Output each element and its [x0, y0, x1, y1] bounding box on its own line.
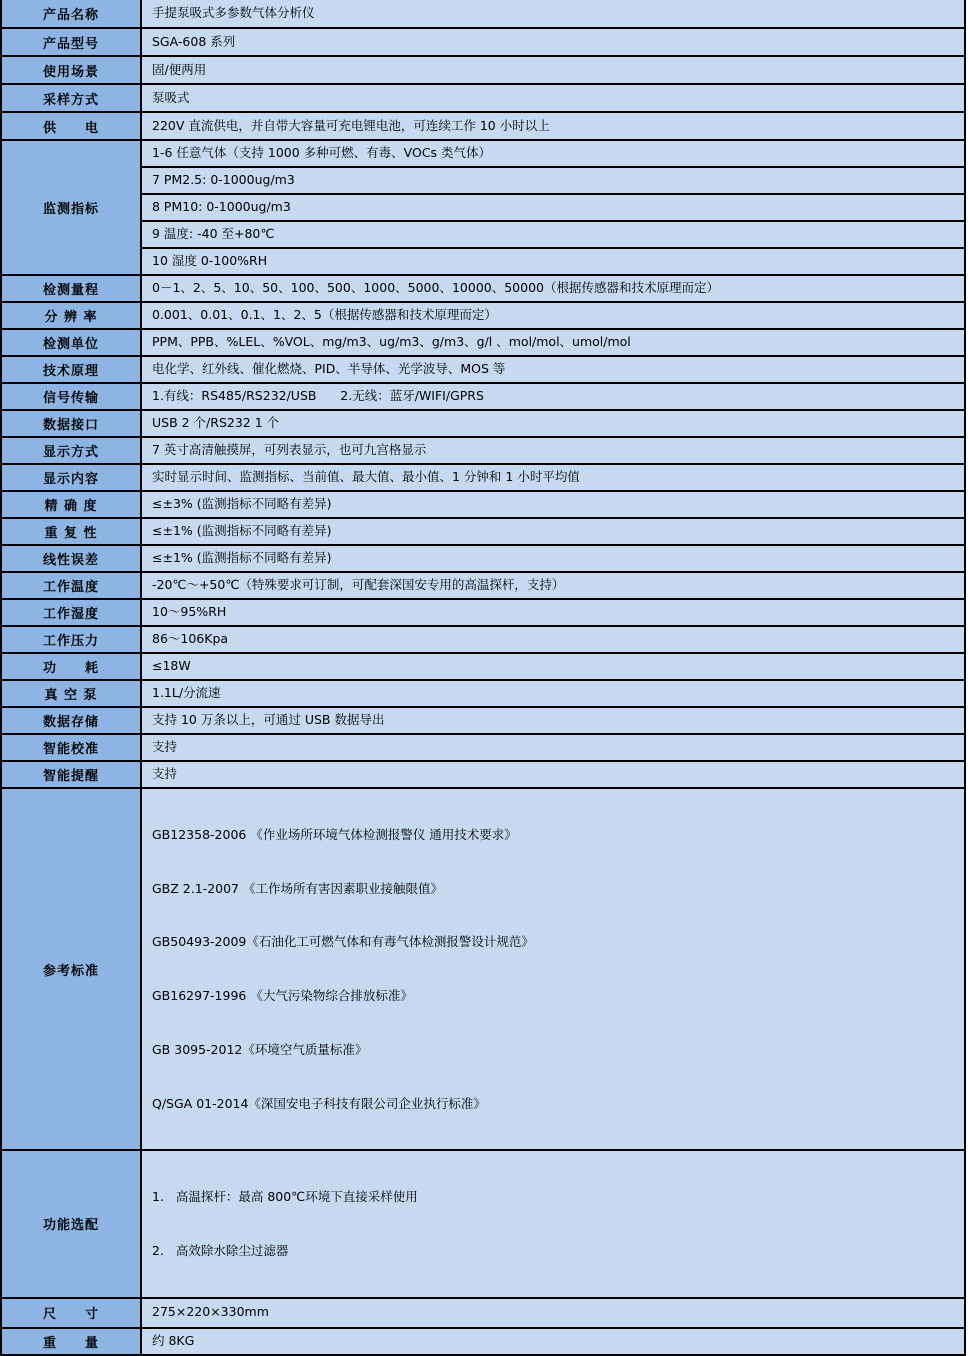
spec-row-monitoring-indicator-2 — [1, 167, 965, 194]
row-value-working-humidity: 10～95%RH — [141, 599, 965, 626]
spec-row-resolution — [1, 302, 965, 329]
row-value-detection-unit: PPM、PPB、%LEL、%VOL、mg/m3、ug/m3、g/m3、g/l 、mol/mol、umol/mol — [141, 329, 965, 356]
row-value-vacuum-pump: 1.1L/分流速 — [141, 680, 965, 707]
row-value-repeatability: ≤±1% (监测指标不同略有差异) — [141, 518, 965, 545]
row-label-vacuum-pump: 真 空 泵 — [1, 680, 141, 707]
spec-row-display-content — [1, 464, 965, 491]
spec-row-technical-principle — [1, 356, 965, 383]
spec-row-usage-scenario — [1, 56, 965, 84]
row-label-dimensions: 尺 寸 — [1, 1298, 141, 1328]
row-value-working-pressure: 86～106Kpa — [141, 626, 965, 653]
optional-function-line: 1. 高温探杆：最高 800℃环境下直接采样使用 — [152, 1189, 418, 1204]
row-value-display-content: 实时显示时间、监测指标、当前值、最大值、最小值、1 分钟和 1 小时平均值 — [141, 464, 965, 491]
spec-row-data-interface — [1, 410, 965, 437]
row-value-monitoring-indicator-2: 7 PM2.5: 0-1000ug/m3 — [141, 167, 965, 194]
row-value-power-consumption: ≤18W — [141, 653, 965, 680]
row-label-linearity-error: 线性误差 — [1, 545, 141, 572]
row-value-linearity-error: ≤±1% (监测指标不同略有差异) — [141, 545, 965, 572]
row-value-smart-reminder: 支持 — [141, 761, 965, 788]
spec-row-monitoring-indicator-5 — [1, 248, 965, 275]
row-label-power-consumption: 功 耗 — [1, 653, 141, 680]
spec-row-optional-functions — [1, 1150, 965, 1297]
row-label-working-temperature: 工作温度 — [1, 572, 141, 599]
row-value-product-model: SGA-608 系列 — [141, 28, 965, 56]
row-label-reference-standards: 参考标准 — [1, 788, 141, 1150]
spec-row-reference-standards — [1, 788, 965, 1150]
spec-row-dimensions — [1, 1298, 965, 1328]
spec-row-linearity-error — [1, 545, 965, 572]
row-label-optional-functions: 功能选配 — [1, 1150, 141, 1297]
row-label-accuracy: 精 确 度 — [1, 491, 141, 518]
row-value-optional-functions — [141, 1150, 965, 1297]
row-value-sampling-method: 泵吸式 — [141, 84, 965, 112]
row-value-smart-calibration: 支持 — [141, 734, 965, 761]
row-label-smart-reminder: 智能提醒 — [1, 761, 141, 788]
row-value-working-temperature: -20℃～+50℃（特殊要求可订制，可配套深国安专用的高温探杆，支持） — [141, 572, 965, 599]
row-label-sampling-method: 采样方式 — [1, 84, 141, 112]
spec-row-working-temperature — [1, 572, 965, 599]
row-value-monitoring-indicator-4: 9 温度: -40 至+80℃ — [141, 221, 965, 248]
row-label-monitoring-indicators: 监测指标 — [1, 140, 141, 275]
reference-standard-line: Q/SGA 01-2014《深国安电子科技有限公司企业执行标准》 — [152, 1095, 486, 1111]
spec-row-smart-calibration — [1, 734, 965, 761]
row-label-technical-principle: 技术原理 — [1, 356, 141, 383]
spec-row-monitoring-indicators — [1, 140, 965, 167]
row-value-reference-standards — [141, 788, 965, 1150]
row-value-monitoring-indicator-5: 10 湿度 0-100%RH — [141, 248, 965, 275]
row-value-data-storage: 支持 10 万条以上，可通过 USB 数据导出 — [141, 707, 965, 734]
row-label-repeatability: 重 复 性 — [1, 518, 141, 545]
row-value-usage-scenario: 固/便两用 — [141, 56, 965, 84]
row-label-product-name: 产品名称 — [1, 0, 141, 28]
row-value-monitoring-indicator-3: 8 PM10: 0-1000ug/m3 — [141, 194, 965, 221]
row-value-dimensions: 275×220×330mm — [141, 1298, 965, 1328]
row-value-resolution: 0.001、0.01、0.1、1、2、5（根据传感器和技术原理而定） — [141, 302, 965, 329]
row-label-display-mode: 显示方式 — [1, 437, 141, 464]
row-label-resolution: 分 辨 率 — [1, 302, 141, 329]
row-value-weight: 约 8KG — [141, 1328, 965, 1355]
reference-standard-line: GB16297-1996 《大气污染物综合排放标准》 — [152, 988, 413, 1003]
spec-row-working-humidity — [1, 599, 965, 626]
row-value-display-mode: 7 英寸高清触摸屏，可列表显示，也可九宫格显示 — [141, 437, 965, 464]
row-value-accuracy: ≤±3% (监测指标不同略有差异) — [141, 491, 965, 518]
spec-row-monitoring-indicator-3 — [1, 194, 965, 221]
row-label-working-humidity: 工作湿度 — [1, 599, 141, 626]
reference-standard-line: GB 3095-2012《环境空气质量标准》 — [152, 1041, 368, 1057]
row-label-detection-unit: 检测单位 — [1, 329, 141, 356]
spec-row-repeatability — [1, 518, 965, 545]
spec-row-detection-unit — [1, 329, 965, 356]
row-value-detection-range: 0－1、2、5、10、50、100、500、1000、5000、10000、50000（根据传感器和技术原理而定） — [141, 275, 965, 302]
row-value-product-name: 手提泵吸式多参数气体分析仪 — [141, 0, 965, 28]
reference-standard-line: GB12358-2006 《作业场所环境气体检测报警仪 通用技术要求》 — [152, 826, 517, 842]
row-value-technical-principle: 电化学、红外线、催化燃烧、PID、半导体、光学波导、MOS 等 — [141, 356, 965, 383]
spec-row-display-mode — [1, 437, 965, 464]
row-label-smart-calibration: 智能校准 — [1, 734, 141, 761]
spec-row-detection-range — [1, 275, 965, 302]
row-label-display-content: 显示内容 — [1, 464, 141, 491]
spec-row-sampling-method — [1, 84, 965, 112]
row-label-signal-transmission: 信号传输 — [1, 383, 141, 410]
row-label-usage-scenario: 使用场景 — [1, 56, 141, 84]
row-label-working-pressure: 工作压力 — [1, 626, 141, 653]
spec-row-product-name — [1, 0, 965, 28]
row-value-data-interface: USB 2 个/RS232 1 个 — [141, 410, 965, 437]
row-label-detection-range: 检测量程 — [1, 275, 141, 302]
row-value-power-supply: 220V 直流供电，并自带大容量可充电锂电池，可连续工作 10 小时以上 — [141, 112, 965, 140]
spec-row-smart-reminder — [1, 761, 965, 788]
spec-row-signal-transmission — [1, 383, 965, 410]
row-label-product-model: 产品型号 — [1, 28, 141, 56]
spec-row-power-consumption — [1, 653, 965, 680]
spec-row-accuracy — [1, 491, 965, 518]
spec-row-vacuum-pump — [1, 680, 965, 707]
row-value-signal-transmission: 1.有线：RS485/RS232/USB 2.无线：蓝牙/WIFI/GPRS — [141, 383, 965, 410]
spec-row-product-model — [1, 28, 965, 56]
spec-row-weight — [1, 1328, 965, 1355]
spec-row-working-pressure — [1, 626, 965, 653]
row-value-monitoring-indicator-1: 1-6 任意气体（支持 1000 多种可燃、有毒、VOCs 类气体） — [141, 140, 965, 167]
spec-row-data-storage — [1, 707, 965, 734]
reference-standard-line: GB50493-2009《石油化工可燃气体和有毒气体检测报警设计规范》 — [152, 934, 534, 950]
row-label-data-storage: 数据存储 — [1, 707, 141, 734]
reference-standard-line: GBZ 2.1-2007 《工作场所有害因素职业接触限值》 — [152, 880, 443, 896]
row-label-weight: 重 量 — [1, 1328, 141, 1355]
row-label-data-interface: 数据接口 — [1, 410, 141, 437]
row-label-power-supply: 供 电 — [1, 112, 141, 140]
optional-function-line: 2. 高效除水除尘过滤器 — [152, 1242, 289, 1258]
spec-row-monitoring-indicator-4 — [1, 221, 965, 248]
spec-row-power-supply — [1, 112, 965, 140]
